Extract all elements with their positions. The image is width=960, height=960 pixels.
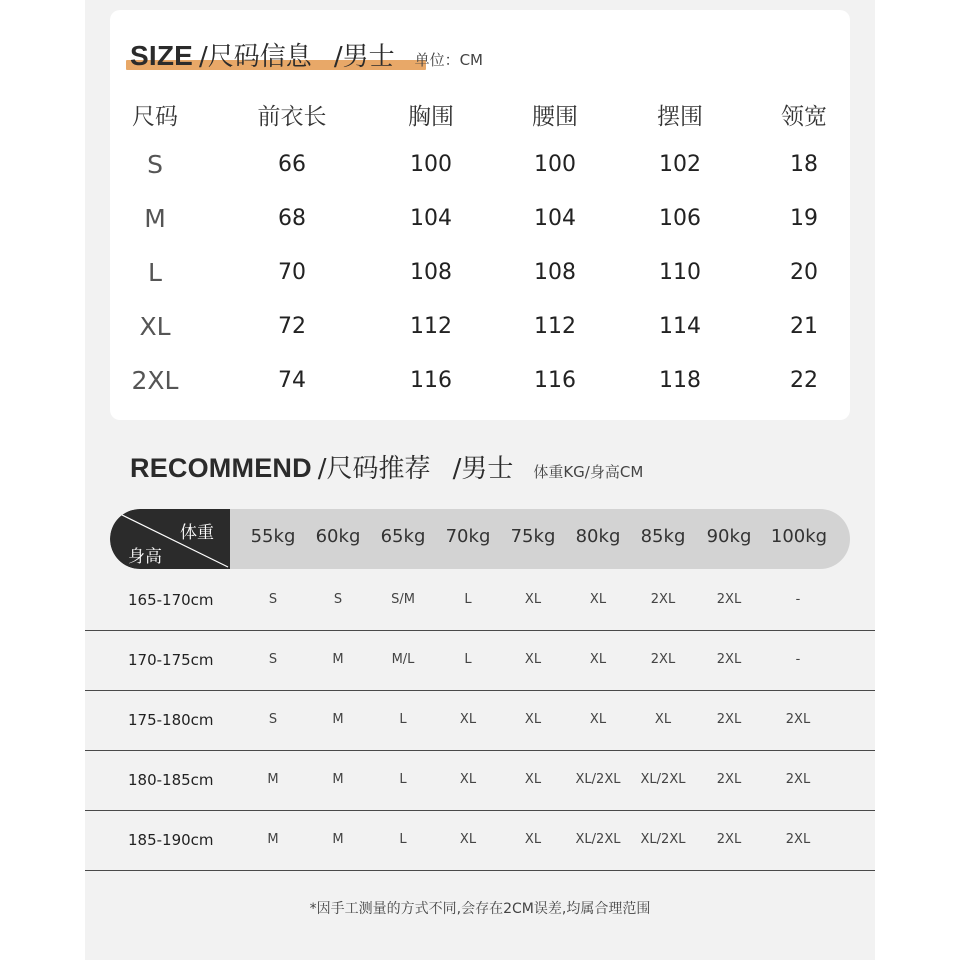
recommended-size-cell: XL — [589, 712, 607, 727]
size-table-cell: 114 — [659, 314, 701, 339]
size-table-header: 摆围 — [657, 104, 703, 130]
recommend-table-row — [85, 630, 875, 691]
size-title-cn: /尺码信息 — [199, 42, 312, 72]
size-table-cell: 74 — [278, 368, 306, 393]
weight-column-header: 90kg — [706, 526, 752, 547]
size-table-cell: 66 — [278, 152, 306, 177]
recommended-size-cell: - — [795, 652, 801, 667]
recommended-size-cell: XL — [524, 592, 542, 607]
size-table-cell: 104 — [534, 206, 576, 231]
recommended-size-cell: S — [333, 592, 343, 607]
size-table-header: 胸围 — [408, 104, 454, 130]
recommend-table-row — [85, 750, 875, 811]
recommended-size-cell: L — [464, 652, 472, 667]
size-table-cell: 18 — [790, 152, 818, 177]
recommended-size-cell: 2XL — [716, 712, 742, 727]
recommended-size-cell: L — [399, 712, 407, 727]
size-row-label: 2XL — [131, 366, 179, 395]
recommended-size-cell: M — [332, 772, 344, 787]
size-table-cell: 104 — [410, 206, 452, 231]
recommended-size-cell: XL — [589, 592, 607, 607]
size-section-title — [130, 36, 483, 73]
recommended-size-cell: 2XL — [716, 592, 742, 607]
recommended-size-cell: 2XL — [785, 772, 811, 787]
height-range-label: 165-170cm — [128, 591, 214, 609]
recommended-size-cell: M — [332, 652, 344, 667]
corner-height-label: 身高 — [128, 547, 162, 567]
recommended-size-cell: 2XL — [785, 712, 811, 727]
recommended-size-cell: 2XL — [650, 652, 676, 667]
size-title-main: SIZE — [130, 40, 194, 71]
size-table-cell: 100 — [534, 152, 576, 177]
recommend-title-gender: /男士 — [452, 454, 514, 484]
recommend-unit-label: 体重KG/身高CM — [533, 463, 644, 481]
measurement-note: *因手工测量的方式不同,会存在2CM误差,均属合理范围 — [309, 901, 651, 917]
recommended-size-cell: XL — [524, 712, 542, 727]
recommend-table-row — [85, 810, 875, 871]
size-table-cell: 118 — [659, 368, 701, 393]
weight-header-bar — [110, 509, 850, 569]
size-table-cell: 20 — [790, 260, 818, 285]
size-table-cell: 100 — [410, 152, 452, 177]
recommend-title-cn: /尺码推荐 — [317, 454, 431, 484]
size-table-cell: 68 — [278, 206, 306, 231]
recommend-table-row — [85, 570, 875, 631]
weight-column-header: 75kg — [510, 526, 556, 547]
size-row-label: S — [147, 150, 163, 179]
size-table-cell: 108 — [534, 260, 576, 285]
size-table-cell: 116 — [410, 368, 452, 393]
recommended-size-cell: M — [267, 832, 279, 847]
size-table-header: 腰围 — [532, 104, 578, 130]
size-table-cell: 21 — [790, 314, 818, 339]
recommended-size-cell: XL/2XL — [640, 832, 686, 847]
recommended-size-cell: - — [795, 592, 801, 607]
recommended-size-cell: S — [268, 652, 278, 667]
recommended-size-cell: XL/2XL — [575, 832, 621, 847]
size-table-header: 领宽 — [781, 104, 827, 130]
size-table-cell: 70 — [278, 260, 306, 285]
recommended-size-cell: XL — [524, 772, 542, 787]
recommended-size-cell: 2XL — [716, 832, 742, 847]
weight-column-header: 55kg — [250, 526, 296, 547]
recommend-title-main: RECOMMEND — [130, 453, 312, 483]
size-table-cell: 110 — [659, 260, 701, 285]
recommended-size-cell: XL — [459, 712, 477, 727]
corner-weight-label: 体重 — [180, 523, 214, 543]
size-table-header: 尺码 — [132, 104, 178, 130]
size-row-label: L — [148, 258, 162, 287]
size-table-cell: 102 — [659, 152, 701, 177]
recommended-size-cell: M/L — [391, 652, 415, 667]
recommend-section-title — [130, 448, 643, 485]
recommended-size-cell: XL — [459, 832, 477, 847]
height-range-label: 180-185cm — [128, 771, 214, 789]
recommended-size-cell: S — [268, 712, 278, 727]
weight-column-header: 80kg — [575, 526, 621, 547]
header-corner — [110, 509, 230, 569]
height-range-label: 175-180cm — [128, 711, 214, 729]
size-title-gender: /男士 — [333, 42, 395, 72]
size-row-label: M — [144, 204, 166, 233]
recommended-size-cell: M — [332, 832, 344, 847]
recommended-size-cell: 2XL — [785, 832, 811, 847]
size-table-cell: 19 — [790, 206, 818, 231]
recommended-size-cell: S — [268, 592, 278, 607]
weight-column-header: 85kg — [640, 526, 686, 547]
size-table-cell: 112 — [534, 314, 576, 339]
height-range-label: 170-175cm — [128, 651, 214, 669]
recommend-table-row — [85, 690, 875, 751]
weight-column-header: 70kg — [445, 526, 491, 547]
weight-column-header: 100kg — [770, 526, 828, 547]
height-range-label: 185-190cm — [128, 831, 214, 849]
size-table-cell: 116 — [534, 368, 576, 393]
size-table-cell: 106 — [659, 206, 701, 231]
recommended-size-cell: 2XL — [716, 772, 742, 787]
recommended-size-cell: 2XL — [650, 592, 676, 607]
size-row-label: XL — [139, 312, 171, 341]
size-table-cell: 72 — [278, 314, 306, 339]
recommended-size-cell: 2XL — [716, 652, 742, 667]
weight-column-header: 65kg — [380, 526, 426, 547]
recommended-size-cell: XL — [459, 772, 477, 787]
recommended-size-cell: L — [464, 592, 472, 607]
recommended-size-cell: L — [399, 832, 407, 847]
size-table-header: 前衣长 — [257, 104, 327, 130]
size-table-cell: 22 — [790, 368, 818, 393]
recommended-size-cell: M — [332, 712, 344, 727]
size-unit-label: 单位：CM — [414, 51, 483, 69]
recommended-size-cell: XL/2XL — [575, 772, 621, 787]
recommended-size-cell: XL/2XL — [640, 772, 686, 787]
recommended-size-cell: S/M — [391, 592, 415, 607]
weight-column-header: 60kg — [315, 526, 361, 547]
recommended-size-cell: XL — [589, 652, 607, 667]
recommended-size-cell: XL — [524, 832, 542, 847]
recommended-size-cell: XL — [524, 652, 542, 667]
recommended-size-cell: XL — [654, 712, 672, 727]
size-table-cell: 112 — [410, 314, 452, 339]
recommended-size-cell: L — [399, 772, 407, 787]
size-table-cell: 108 — [410, 260, 452, 285]
recommended-size-cell: M — [267, 772, 279, 787]
